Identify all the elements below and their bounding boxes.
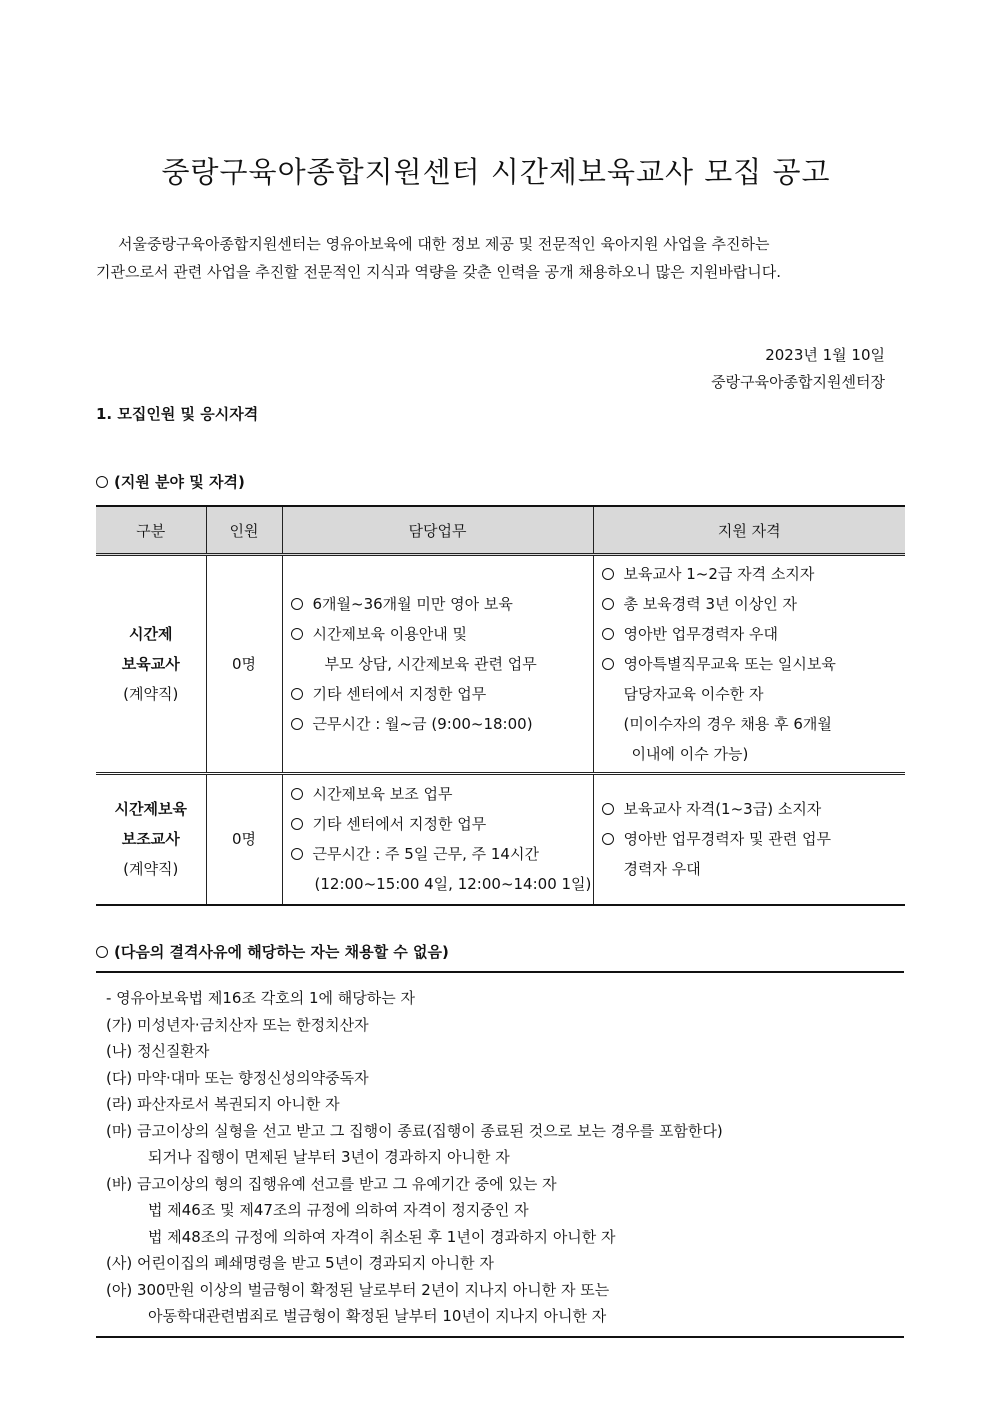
- header-duties: 담당업무: [282, 506, 593, 555]
- qual-text-continued: (미이수자의 경우 채용 후 6개월: [623, 715, 832, 733]
- duty-item: [291, 779, 593, 809]
- duty-item: [291, 709, 593, 739]
- duty-text: 근무시간 : 월~금 (9:00~18:00): [312, 715, 533, 733]
- category-line: 보육교사: [121, 655, 180, 673]
- intro-paragraph: [96, 230, 908, 286]
- disqualification-item: (가) 미성년자·금치산자 또는 한정치산자: [106, 1015, 369, 1034]
- category-line: 보조교사: [121, 830, 180, 849]
- qual-text-continued: 담당자교육 이수한 자: [623, 685, 764, 703]
- cell-qualifications: [593, 774, 905, 905]
- disqualification-item: (다) 마약·대마 또는 향정신성의약중독자: [106, 1068, 369, 1087]
- cell-category: [96, 555, 206, 774]
- duty-text: 근무시간 : 주 5일 근무, 주 14시간: [312, 845, 539, 864]
- qual-text: 총 보육경력 3년 이상인 자: [623, 595, 798, 613]
- intro-line-2: 기관으로서 관련 사업을 추진할 전문적인 지식과 역량을 갖춘 인력을 공개 채용하오니 많은 지원바랍니다.: [96, 263, 782, 281]
- section-heading-1: 1. 모집인원 및 응시자격: [96, 405, 259, 423]
- duty-text: 기타 센터에서 지정한 업무: [312, 685, 487, 703]
- circle-bullet-icon: [96, 476, 108, 488]
- circle-bullet-icon: [291, 818, 303, 830]
- intro-line-1: 서울중랑구육아종합지원센터는 영유아보육에 대한 정보 제공 및 전문적인 육아지원 사업을 추진하는: [118, 235, 770, 253]
- circle-bullet-icon: [291, 848, 303, 860]
- circle-bullet-icon: [291, 598, 303, 610]
- disqualification-item: (아) 300만원 이상의 벌금형이 확정된 날로부터 2년이 지나지 아니한 자 또는: [106, 1280, 610, 1299]
- disqualification-item: 법 제46조 및 제47조의 규정에 의하여 자격이 정지중인 자: [148, 1201, 529, 1219]
- circle-bullet-icon: [602, 568, 614, 580]
- circle-bullet-icon: [602, 658, 614, 670]
- recruitment-table: [96, 505, 905, 906]
- circle-bullet-icon: [291, 718, 303, 730]
- qual-item: [602, 559, 906, 589]
- qual-item: [602, 649, 906, 679]
- subheading-qualifications: [96, 471, 245, 492]
- disqualification-item: 되거나 집행이 면제된 날부터 3년이 경과하지 아니한 자: [148, 1148, 510, 1166]
- circle-bullet-icon: [602, 628, 614, 640]
- subheading-text: (지원 분야 및 자격): [114, 473, 245, 491]
- cell-category: [96, 774, 206, 905]
- duty-text-continued: 부모 상담, 시간제보육 관련 업무: [324, 655, 537, 673]
- table-row: [96, 774, 905, 905]
- qual-text-continued: 이내에 이수 가능): [631, 745, 749, 763]
- circle-bullet-icon: [291, 688, 303, 700]
- category-line: 시간제: [129, 625, 173, 643]
- category-line: 시간제보육: [114, 800, 187, 819]
- header-qualifications: 지원 자격: [593, 506, 905, 555]
- duty-item: [291, 589, 593, 619]
- duty-item: [291, 619, 593, 649]
- circle-bullet-icon: [602, 803, 614, 815]
- duty-item: [291, 679, 593, 709]
- disqualification-box: [96, 971, 904, 1338]
- duty-text: 시간제보육 보조 업무: [312, 785, 453, 804]
- duty-text: 6개월~36개월 미만 영아 보육: [312, 595, 513, 613]
- cell-duties: [282, 555, 593, 774]
- cell-qualifications: [593, 555, 905, 774]
- circle-bullet-icon: [96, 946, 108, 958]
- date-block: [711, 342, 885, 396]
- category-type: (계약직): [123, 685, 179, 703]
- duty-text-continued: (12:00~15:00 4일, 12:00~14:00 1일): [314, 875, 592, 894]
- qual-text: 영아특별직무교육 또는 일시보육: [623, 655, 836, 673]
- disqualification-item: (마) 금고이상의 실형을 선고 받고 그 집행이 종료(집행이 종료된 것으로 보는 경우를 포함한다): [106, 1121, 723, 1140]
- disqualification-item: (라) 파산자로서 복권되지 아니한 자: [106, 1095, 340, 1113]
- cell-count: 0명: [206, 774, 282, 905]
- announcement-date: 2023년 1월 10일: [765, 346, 885, 364]
- qual-text: 보육교사 1~2급 자격 소지자: [623, 565, 815, 583]
- disqualification-list: [96, 973, 904, 1330]
- page-title: 중랑구육아종합지원센터 시간제보육교사 모집 공고: [161, 155, 831, 189]
- qual-item: [602, 589, 906, 619]
- disqualification-item: 아동학대관련범죄로 벌금형이 확정된 날부터 10년이 지나지 아니한 자: [148, 1307, 607, 1325]
- duty-item: [291, 809, 593, 839]
- subheading-disqualifications: [96, 941, 449, 962]
- header-count: 인원: [206, 506, 282, 555]
- disqualification-item: 법 제48조의 규정에 의하여 자격이 취소된 후 1년이 경과하지 아니한 자: [148, 1227, 616, 1246]
- qual-text: 보육교사 자격(1~3급) 소지자: [623, 800, 822, 819]
- circle-bullet-icon: [291, 628, 303, 640]
- disqualification-item: - 영유아보육법 제16조 각호의 1에 해당하는 자: [106, 989, 415, 1007]
- cell-duties: [282, 774, 593, 905]
- disqualification-item: (나) 정신질환자: [106, 1042, 210, 1060]
- table-header-row: [96, 506, 905, 555]
- category-type: (계약직): [123, 860, 179, 879]
- table-row: [96, 555, 905, 774]
- duty-text: 기타 센터에서 지정한 업무: [312, 815, 487, 834]
- qual-item: [602, 794, 906, 824]
- qual-item: [602, 619, 906, 649]
- disqualification-item: (바) 금고이상의 형의 집행유예 선고를 받고 그 유예기간 중에 있는 자: [106, 1174, 557, 1193]
- qual-item: [602, 824, 906, 854]
- duty-item: [291, 839, 593, 869]
- circle-bullet-icon: [291, 788, 303, 800]
- disqualification-item: (사) 어린이집의 폐쇄명령을 받고 5년이 경과되지 아니한 자: [106, 1254, 494, 1272]
- qual-text: 영아반 업무경력자 우대: [623, 625, 778, 643]
- issuer-name: 중랑구육아종합지원센터장: [711, 373, 885, 391]
- qual-text: 영아반 업무경력자 및 관련 업무: [623, 830, 831, 849]
- duty-text: 시간제보육 이용안내 및: [312, 625, 467, 643]
- qual-text-continued: 경력자 우대: [623, 860, 701, 879]
- subheading-text: (다음의 결격사유에 해당하는 자는 채용할 수 없음): [114, 943, 449, 961]
- circle-bullet-icon: [602, 833, 614, 845]
- cell-count: 0명: [206, 555, 282, 774]
- circle-bullet-icon: [602, 598, 614, 610]
- header-category: 구분: [96, 506, 206, 555]
